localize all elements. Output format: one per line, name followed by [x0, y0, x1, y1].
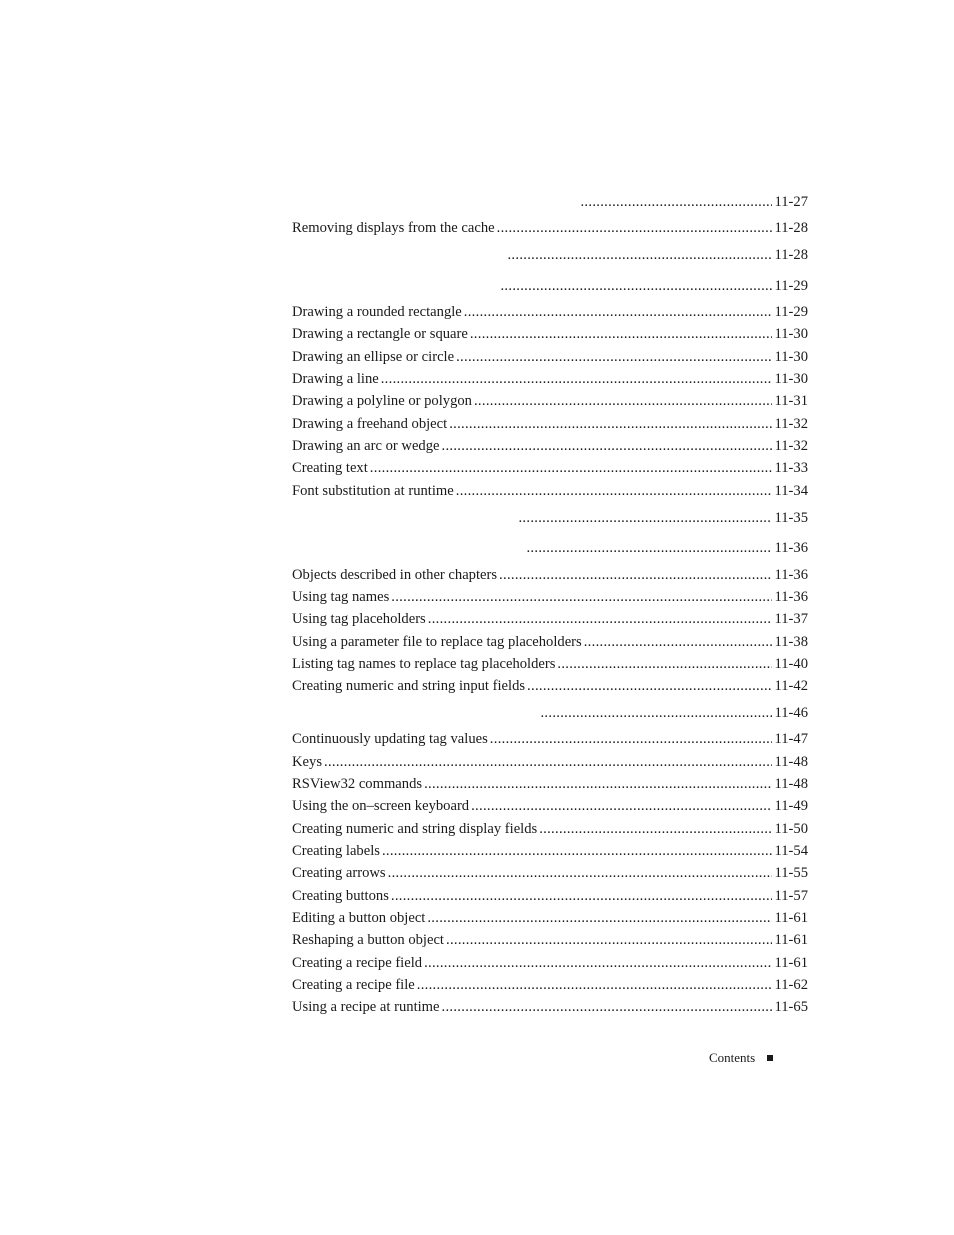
- toc-entry[interactable]: [292, 276, 808, 296]
- dot-leader: [388, 863, 773, 883]
- toc-entry[interactable]: [292, 192, 808, 212]
- toc-page-number: 11-55: [774, 865, 808, 881]
- dot-leader: [324, 752, 772, 772]
- dot-leader: [500, 276, 772, 296]
- dot-leader: [540, 703, 772, 723]
- toc-entry-title: Keys: [292, 754, 322, 770]
- toc-entry[interactable]: [292, 587, 808, 607]
- toc-entry-title: Listing tag names to replace tag placeholders: [292, 656, 556, 672]
- toc-entry[interactable]: [292, 930, 808, 950]
- toc-page-number: 11-35: [774, 510, 808, 526]
- toc-page-number: 11-65: [774, 999, 808, 1015]
- dot-leader: [580, 192, 772, 212]
- toc-page-number: 11-28: [774, 220, 808, 236]
- dot-leader: [497, 218, 773, 238]
- page-footer: [709, 1049, 773, 1067]
- toc-entry-title: Continuously updating tag values: [292, 731, 488, 747]
- toc-entry[interactable]: [292, 841, 808, 861]
- toc-page-number: 11-57: [774, 888, 808, 904]
- toc-entry-title: Creating a recipe field: [292, 955, 423, 971]
- dot-leader: [449, 414, 772, 434]
- toc-entry[interactable]: [292, 508, 808, 528]
- dot-leader: [499, 565, 772, 585]
- dot-leader: [446, 930, 772, 950]
- dot-leader: [456, 347, 772, 367]
- toc-entry[interactable]: [292, 414, 808, 434]
- toc-entry-title: Using the on–screen keyboard: [292, 798, 470, 814]
- dot-leader: [539, 819, 772, 839]
- toc-entry-title: RSView32 commands: [292, 776, 423, 792]
- footer-label: Contents: [709, 1050, 756, 1065]
- dot-leader: [391, 587, 772, 607]
- toc-page-number: 11-33: [774, 460, 808, 476]
- dot-leader: [424, 774, 772, 794]
- dot-leader: [470, 324, 773, 344]
- toc-entry[interactable]: [292, 369, 808, 389]
- toc-entry[interactable]: [292, 863, 808, 883]
- toc-page-number: 11-40: [774, 656, 808, 672]
- toc-page-number: 11-61: [774, 910, 808, 926]
- toc-entry-title: Objects described in other chapters: [292, 567, 498, 583]
- toc-page-number: 11-48: [774, 776, 808, 792]
- toc-page-number: 11-36: [774, 567, 808, 583]
- toc-page-number: 11-42: [774, 678, 808, 694]
- toc-entry-title: Using tag names: [292, 589, 390, 605]
- toc-entry[interactable]: [292, 997, 808, 1017]
- dot-leader: [507, 245, 772, 265]
- toc-entry[interactable]: [292, 774, 808, 794]
- toc-page-number: 11-36: [774, 540, 808, 556]
- dot-leader: [527, 676, 772, 696]
- toc-entry-title: Creating buttons: [292, 888, 389, 904]
- dot-leader: [424, 953, 772, 973]
- toc-entry-title: Drawing a rounded rectangle: [292, 304, 462, 320]
- dot-leader: [382, 841, 773, 861]
- toc-entry-title: Creating numeric and string display fields: [292, 821, 538, 837]
- toc-page-number: 11-29: [774, 278, 808, 294]
- toc-page-number: 11-30: [774, 371, 808, 387]
- toc-entry-title: Drawing an ellipse or circle: [292, 349, 455, 365]
- toc-entry-title: Creating numeric and string input fields: [292, 678, 526, 694]
- toc-page-number: 11-32: [774, 416, 808, 432]
- dot-leader: [391, 886, 773, 906]
- toc-entry-title: Removing displays from the cache: [292, 220, 495, 236]
- toc-entry-title: Creating a recipe file: [292, 977, 415, 993]
- toc-entry-title: Creating arrows: [292, 865, 386, 881]
- toc-page-number: 11-54: [774, 843, 808, 859]
- toc-entry-title: Creating labels: [292, 843, 380, 859]
- toc-entry[interactable]: [292, 796, 808, 816]
- toc-entry[interactable]: [292, 654, 808, 674]
- toc-entry[interactable]: [292, 819, 808, 839]
- dot-leader: [518, 508, 772, 528]
- toc-entry[interactable]: [292, 886, 808, 906]
- toc-entry[interactable]: [292, 391, 808, 411]
- dot-leader: [428, 609, 773, 629]
- toc-entry-title: Using tag placeholders: [292, 611, 426, 627]
- toc-page-number: 11-37: [774, 611, 808, 627]
- toc-page-number: 11-34: [774, 483, 808, 499]
- toc-page-number: 11-32: [774, 438, 808, 454]
- toc-entry[interactable]: [292, 538, 808, 558]
- dot-leader: [526, 538, 772, 558]
- toc-entry[interactable]: [292, 347, 808, 367]
- toc-page-number: 11-61: [774, 932, 808, 948]
- toc-entry-title: Drawing a polyline or polygon: [292, 393, 472, 409]
- toc-entry-title: Creating text: [292, 460, 368, 476]
- dot-leader: [381, 369, 773, 389]
- dot-leader: [464, 302, 773, 322]
- toc-entry[interactable]: [292, 218, 808, 238]
- toc-entry[interactable]: [292, 436, 808, 456]
- toc-entry[interactable]: [292, 676, 808, 696]
- dot-leader: [584, 632, 773, 652]
- toc-page-number: 11-29: [774, 304, 808, 320]
- toc-entry-title: Drawing a line: [292, 371, 379, 387]
- toc-entry-title: Using a parameter file to replace tag placeholders: [292, 634, 582, 650]
- toc-page-number: 11-28: [774, 247, 808, 263]
- toc-entry[interactable]: [292, 565, 808, 585]
- toc-entry[interactable]: [292, 245, 808, 265]
- toc-entry-title: Editing a button object: [292, 910, 426, 926]
- toc-entry[interactable]: [292, 324, 808, 344]
- toc-page-number: 11-48: [774, 754, 808, 770]
- toc-page-number: 11-31: [774, 393, 808, 409]
- toc-entry[interactable]: [292, 729, 808, 749]
- toc-page-number: 11-36: [774, 589, 808, 605]
- toc-entry-title: Drawing a rectangle or square: [292, 326, 468, 342]
- toc-page-number: 11-38: [774, 634, 808, 650]
- toc-entry[interactable]: [292, 458, 808, 478]
- dot-leader: [471, 796, 772, 816]
- dot-leader: [417, 975, 773, 995]
- toc-page-number: 11-50: [774, 821, 808, 837]
- toc-entry[interactable]: [292, 975, 808, 995]
- toc-entry[interactable]: [292, 302, 808, 322]
- dot-leader: [442, 997, 773, 1017]
- toc-page-number: 11-27: [774, 194, 808, 210]
- toc-page-number: 11-30: [774, 326, 808, 342]
- dot-leader: [474, 391, 773, 411]
- toc-entry[interactable]: [292, 703, 808, 723]
- toc-page-number: 11-61: [774, 955, 808, 971]
- toc-entry-title: Drawing an arc or wedge: [292, 438, 440, 454]
- square-bullet-icon: [767, 1055, 773, 1061]
- dot-leader: [557, 654, 772, 674]
- dot-leader: [427, 908, 772, 928]
- toc-page-number: 11-30: [774, 349, 808, 365]
- toc-entry-title: Reshaping a button object: [292, 932, 444, 948]
- dot-leader: [456, 481, 773, 501]
- toc-entry[interactable]: [292, 609, 808, 629]
- toc-entry-title: Drawing a freehand object: [292, 416, 448, 432]
- dot-leader: [442, 436, 773, 456]
- toc-entry[interactable]: [292, 752, 808, 772]
- toc-page-number: 11-46: [774, 705, 808, 721]
- toc-entry[interactable]: [292, 632, 808, 652]
- toc-entry[interactable]: [292, 481, 808, 501]
- toc-entry-title: Font substitution at runtime: [292, 483, 454, 499]
- dot-leader: [490, 729, 773, 749]
- toc-entry-title: Using a recipe at runtime: [292, 999, 440, 1015]
- dot-leader: [370, 458, 773, 478]
- toc-page-number: 11-47: [774, 731, 808, 747]
- toc-entry[interactable]: [292, 953, 808, 973]
- toc-page-number: 11-49: [774, 798, 808, 814]
- toc-page-number: 11-62: [774, 977, 808, 993]
- toc-entry[interactable]: [292, 908, 808, 928]
